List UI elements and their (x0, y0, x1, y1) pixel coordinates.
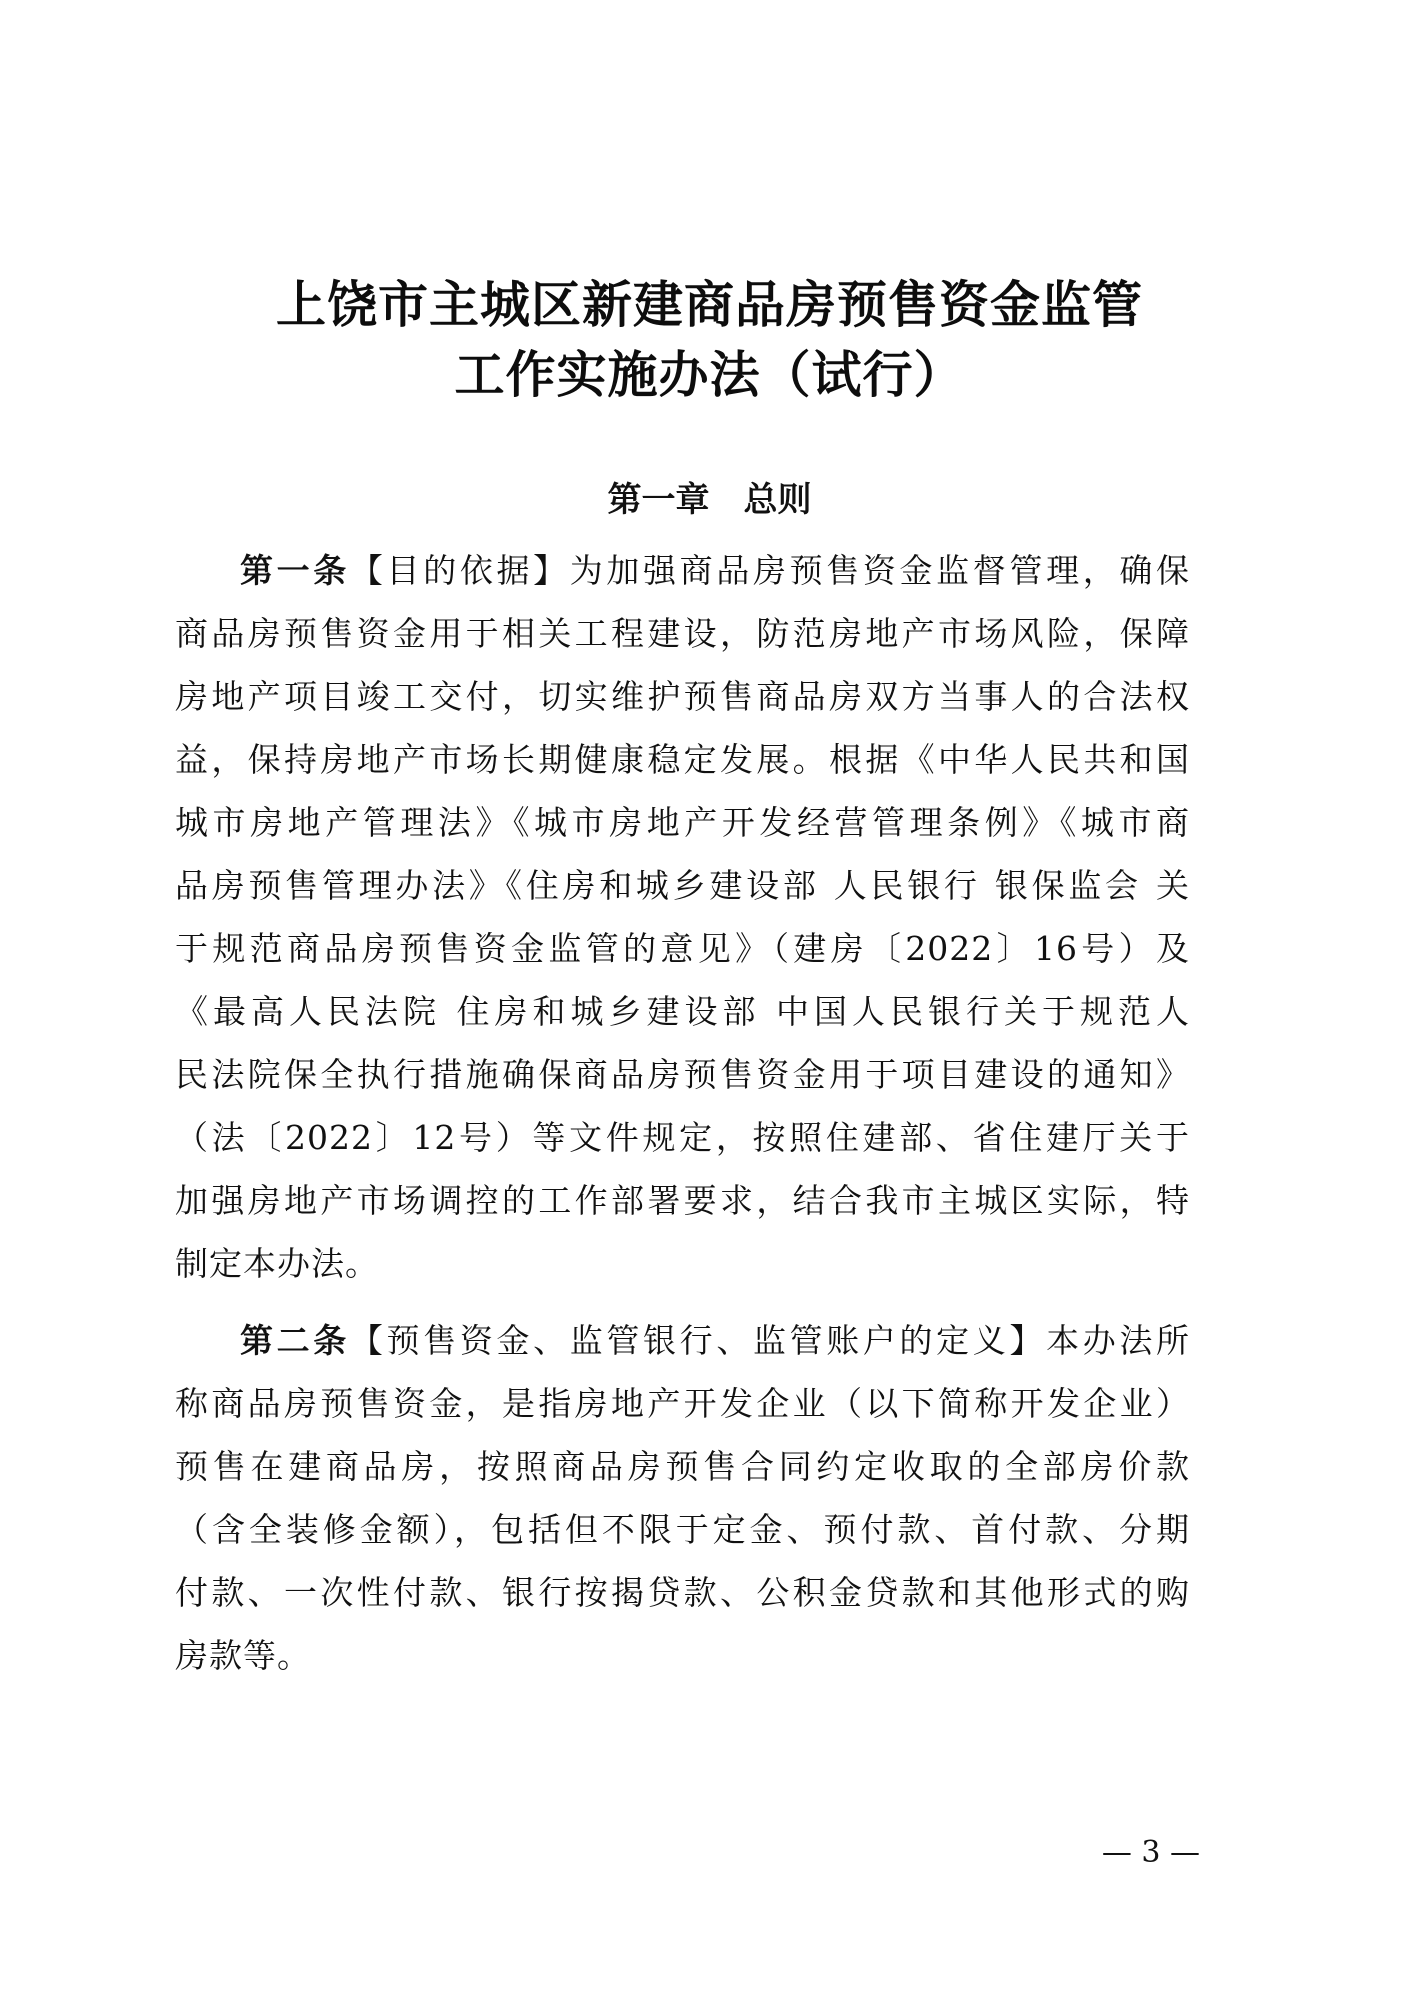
document-title-line-1: 上饶市主城区新建商品房预售资金监管 (276, 276, 1143, 334)
article-2-line: 房款等。 (175, 1636, 311, 1675)
document-title-line-2: 工作实施办法（试行） (454, 346, 965, 404)
article-1-line: 商品房预售资金用于相关工程建设，防范房地产市场风险，保障 (175, 614, 1190, 653)
article-1-line: 于规范商品房预售资金监管的意见》（建房〔2022〕16号）及 (175, 929, 1190, 968)
article-1-line: 《最高人民法院 住房和城乡建设部 中国人民银行关于规范人 (175, 992, 1190, 1031)
article-1-label: 第一条 (240, 551, 350, 590)
article-1-line: 城市房地产管理法》《城市房地产开发经营管理条例》《城市商 (175, 803, 1190, 842)
article-1-line: 房地产项目竣工交付，切实维护预售商品房双方当事人的合法权 (175, 677, 1190, 716)
article-1-line: 益，保持房地产市场长期健康稳定发展。根据《中华人民共和国 (175, 740, 1190, 779)
article-2-line: 付款、一次性付款、银行按揭贷款、公积金贷款和其他形式的购 (175, 1573, 1190, 1612)
article-2-label: 第二条 (240, 1321, 350, 1360)
article-1-line: 品房预售管理办法》《住房和城乡建设部 人民银行 银保监会 关 (175, 866, 1190, 905)
page-number: — 3 — (1101, 1835, 1200, 1870)
article-1-text: 【目的依据】为加强商品房预售资金监督管理，确保 (349, 551, 1191, 590)
article-1-line: 民法院保全执行措施确保商品房预售资金用于项目建设的通知》 (175, 1055, 1190, 1094)
article-2-line: （含全装修金额），包括但不限于定金、预付款、首付款、分期 (175, 1510, 1190, 1549)
article-2-line: 预售在建商品房，按照商品房预售合同约定收取的全部房价款 (175, 1447, 1190, 1486)
article-2-line (240, 1321, 1191, 1360)
article-2-text: 【预售资金、监管银行、监管账户的定义】本办法所 (349, 1321, 1191, 1360)
chapter-heading: 第一章 总则 (607, 480, 812, 520)
article-1-line: 加强房地产市场调控的工作部署要求，结合我市主城区实际，特 (175, 1181, 1190, 1220)
article-1-line: （法〔2022〕12号）等文件规定，按照住建部、省住建厅关于 (175, 1118, 1190, 1157)
article-1-line: 制定本办法。 (175, 1244, 379, 1283)
article-2-line: 称商品房预售资金，是指房地产开发企业（以下简称开发企业） (175, 1384, 1190, 1423)
article-1-line (240, 551, 1191, 590)
